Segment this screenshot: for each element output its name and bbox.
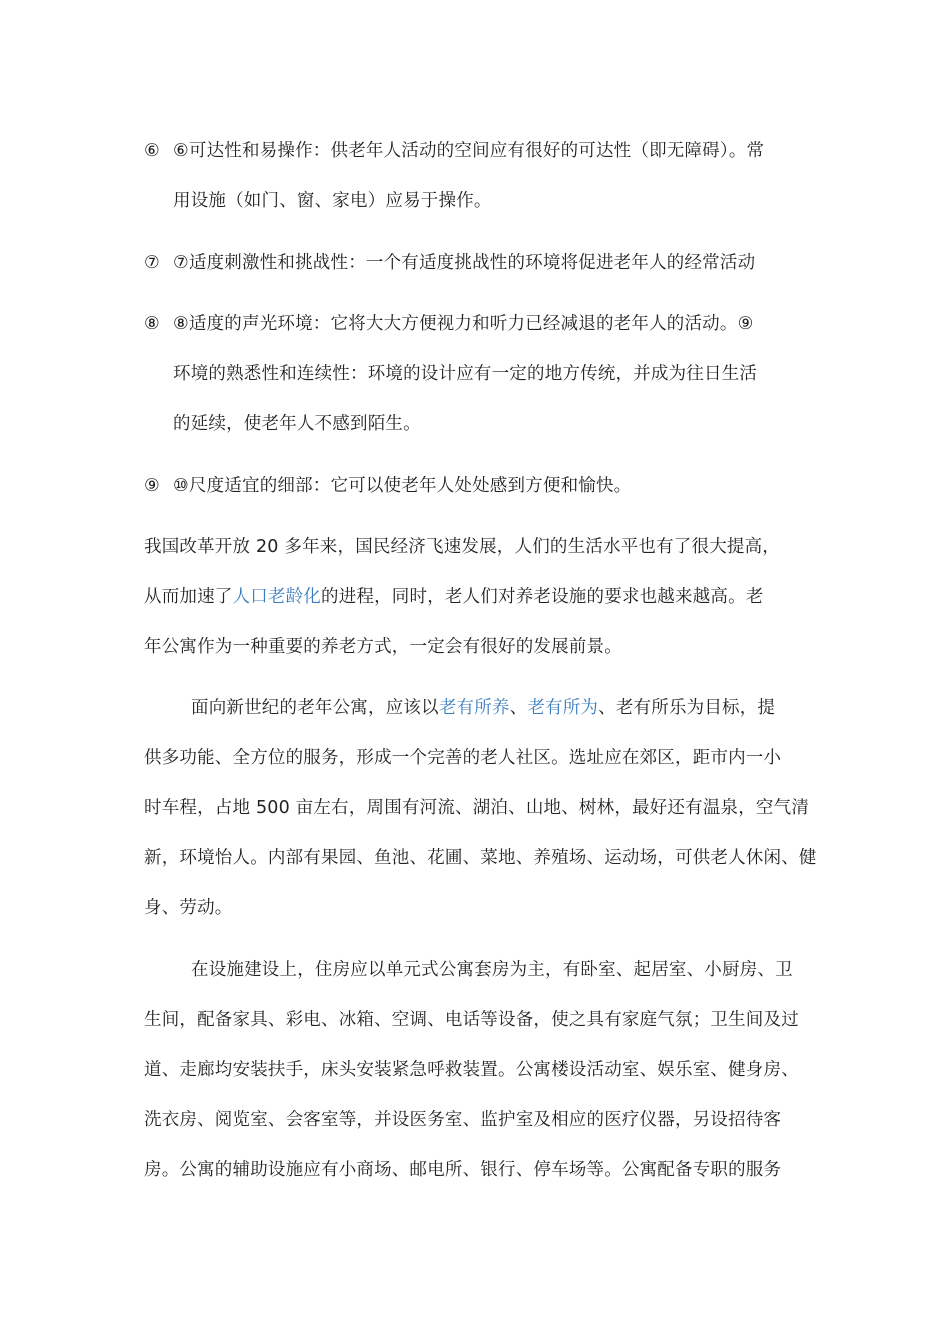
text-line: 供多功能、全方位的服务，形成一个完善的老人社区。选址应在郊区，距市内一小 xyxy=(144,748,782,768)
list-item-text xyxy=(173,238,755,288)
text-line: 环境的熟悉性和连续性：环境的设计应有一定的地方传统，并成为往日生活 xyxy=(173,364,758,384)
text-line: 道、走廊均安装扶手，床头安装紧急呼救装置。公寓楼设活动室、娱乐室、健身房、 xyxy=(144,1060,799,1080)
paragraph-development xyxy=(144,522,824,672)
text-line: 生间，配备家具、彩电、冰箱、空调、电话等设备，使之具有家庭气氛；卫生间及过 xyxy=(144,1010,799,1030)
text-line: 洗衣房、阅览室、会客室等，并设医务室、监护室及相应的医疗仪器，另设招待客 xyxy=(144,1110,782,1130)
text-line: 时车程，占地 500 亩左右，周围有河流、湖泊、山地、树林，最好还有温泉，空气清 xyxy=(144,798,810,818)
text-segment: 的进程，同时，老人们对养老设施的要求也越来越高。老 xyxy=(321,587,764,607)
list-item xyxy=(144,461,824,511)
text-segment: 、老有所乐为目标，提 xyxy=(598,698,776,718)
list-marker: ⑧ xyxy=(144,314,160,334)
list-item xyxy=(144,126,824,226)
list-item xyxy=(144,238,824,288)
text-segment: 面向新世纪的老年公寓，应该以 xyxy=(191,698,439,718)
link-population-aging[interactable]: 人口老龄化 xyxy=(232,587,321,607)
link-elderly-supported[interactable]: 老有所养 xyxy=(438,698,510,718)
text-line: 在设施建设上，住房应以单元式公寓套房为主，有卧室、起居室、小厨房、卫 xyxy=(191,960,793,980)
paragraph-elderly-apartment xyxy=(144,683,824,933)
text-line: 用设施（如门、窗、家电）应易于操作。 xyxy=(173,191,492,211)
list-marker: ⑦ xyxy=(144,253,160,273)
text-line: ⑥可达性和易操作：供老年人活动的空间应有很好的可达性（即无障碍）。常 xyxy=(173,141,765,161)
text-line: ⑩尺度适宜的细部：它可以使老年人处处感到方便和愉快。 xyxy=(173,476,632,496)
text-line: 的延续，使老年人不感到陌生。 xyxy=(173,414,421,434)
paragraph-facilities xyxy=(144,945,824,1195)
link-elderly-contribute[interactable]: 老有所为 xyxy=(527,698,599,718)
text-line: 年公寓作为一种重要的养老方式，一定会有很好的发展前景。 xyxy=(144,637,622,657)
list-item xyxy=(144,299,824,449)
list-item-text xyxy=(173,299,757,449)
list-item-text xyxy=(173,126,764,226)
list-item-text xyxy=(173,461,631,511)
text-line: 新，环境怡人。内部有果园、鱼池、花圃、菜地、养殖场、运动场，可供老人休闲、健 xyxy=(144,848,817,868)
text-line: 身、劳动。 xyxy=(144,898,233,918)
text-line xyxy=(144,683,824,733)
text-line: ⑧适度的声光环境：它将大大方便视力和听力已经减退的老年人的活动。⑨ xyxy=(173,314,754,334)
text-segment: 、 xyxy=(509,698,528,718)
text-line: ⑦适度刺激性和挑战性：一个有适度挑战性的环境将促进老年人的经常活动 xyxy=(173,253,756,273)
list-marker: ⑥ xyxy=(144,141,160,161)
list-marker: ⑨ xyxy=(144,476,160,496)
text-line: 我国改革开放 20 多年来，国民经济飞速发展，人们的生活水平也有了很大提高， xyxy=(144,537,780,557)
text-line xyxy=(144,572,824,622)
text-segment: 从而加速了 xyxy=(144,587,233,607)
text-line: 房。公寓的辅助设施应有小商场、邮电所、银行、停车场等。公寓配备专职的服务 xyxy=(144,1160,782,1180)
